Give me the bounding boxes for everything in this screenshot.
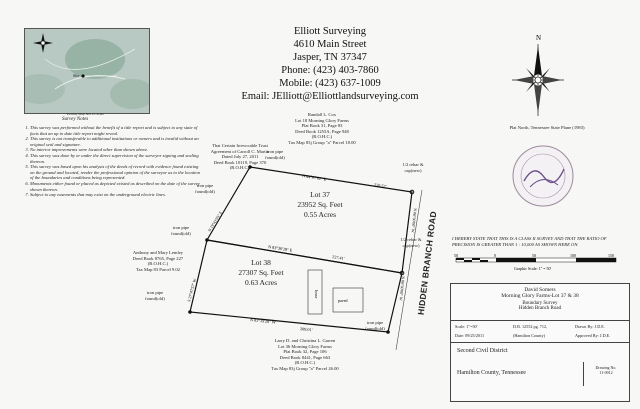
adjoiner-line: Deed Book 10119, Page 370 bbox=[213, 159, 267, 165]
approved-by: Approved By: J.D.E. bbox=[575, 333, 611, 338]
vicinity-map-overlay bbox=[25, 29, 149, 113]
adjoiner-line: Lot 18 Morning Glory Farms bbox=[295, 117, 349, 123]
adjoiner-line: Lot 36 Morning Glory Farms bbox=[278, 343, 332, 349]
map-compass-icon bbox=[33, 33, 53, 53]
adjoiner-line: (R.O.H.C.) bbox=[147, 261, 169, 266]
county-name: Hamilton County, Tennessee bbox=[457, 370, 526, 376]
adjoiner-line: Tax Map 83j Group "a" Parcel 18.00 bbox=[288, 139, 356, 145]
adjoiner-line: Plat Book 32, Page 106 bbox=[283, 349, 327, 354]
company-header bbox=[210, 25, 450, 103]
surveyor-seal-icon bbox=[510, 143, 576, 209]
monument-label: iron pipe found(old) bbox=[195, 183, 215, 194]
monument-label: iron pipe found(old) bbox=[365, 320, 385, 331]
north-note: Plat North, Tennessee State Plane (1983) bbox=[509, 125, 585, 130]
north-line-distance: 226.57' bbox=[373, 182, 387, 189]
surveyor-certification: I HEREBY STATE THAT THIS IS A CLASS II SURVEY AND THAT THE RATIO OF PRECISION IS GREATER THAN 1 : 10,000 AS SHOWN HERE ON. bbox=[452, 236, 607, 247]
mid-line-distance: 227.41' bbox=[331, 254, 345, 261]
scale-value: Scale: 1"=50' bbox=[455, 324, 478, 329]
lot-37-name: Lot 37 bbox=[310, 190, 330, 199]
survey-type: Boundary Survey bbox=[522, 301, 558, 306]
north-arrow-icon bbox=[508, 30, 588, 120]
deed-reference: D.B. 12552 pg. 712, bbox=[513, 324, 548, 329]
adjoiner-line: Larry D. and Christina L. Garren bbox=[274, 338, 336, 343]
company-name: Elliott Surveying bbox=[293, 26, 367, 37]
adjoiner-line: Deed Book 8765, Page 227 bbox=[132, 255, 184, 261]
monument-label: iron pipe found(old) bbox=[171, 225, 191, 236]
note-item: 2. This survey is not transferable to additional institutions or owners and is invalid without an original seal and signature. bbox=[30, 136, 200, 147]
site-marker bbox=[81, 74, 84, 77]
south-line-bearing: N 83°39'28" W bbox=[249, 317, 276, 325]
adjoiner-line: Deed Book 8441, Page 663 bbox=[279, 354, 331, 360]
title-divider bbox=[451, 342, 629, 343]
survey-date: Date: 09/25/2011 bbox=[455, 333, 485, 338]
lot-38-label bbox=[226, 258, 296, 288]
road-name: HIDDEN BRANCH ROAD bbox=[415, 210, 439, 316]
west-upper-bearing: N 19°41'05" E bbox=[206, 210, 224, 233]
graphic-scale bbox=[452, 253, 622, 275]
adjoiner-garren bbox=[250, 338, 360, 371]
adjoiner-line: (R.O.H.C.) bbox=[229, 165, 251, 170]
drawing-number-value: 11-0012 bbox=[599, 370, 613, 375]
note-item: 5. This survey was based upon his analysis of the deeds of record with evidence found existing on the ground and located, render the professional opinion of the surveyor as to the location of the boundaries and conditions being represented. bbox=[30, 164, 200, 181]
drawing-number-box bbox=[583, 362, 628, 386]
north-line-bearing: N 84°07'02" E bbox=[301, 173, 327, 182]
adjoiner-line: Deed Book 1255A, Page 948 bbox=[295, 128, 349, 134]
drawn-by: Drawn By: J.D.E. bbox=[575, 324, 605, 329]
adjoiner-line: Tax Map 83 Parcel 9.02 bbox=[136, 266, 180, 272]
title-divider bbox=[451, 320, 629, 321]
note-item: 7. Subject to any easements that may exist on the underground electric lines. bbox=[30, 192, 200, 198]
scale-tick: 50 bbox=[454, 253, 458, 258]
title-block bbox=[450, 283, 630, 402]
company-mobile: Mobile: (423) 637-1009 bbox=[279, 78, 381, 89]
monument-label: 1/2 rebar & cap(new) bbox=[400, 237, 422, 248]
note-item: 1. This survey was performed without the benefit of a title report and is subject to any state of facts that an up to date title report might reveal. bbox=[30, 125, 200, 136]
civil-district: Second Civil District bbox=[457, 348, 508, 354]
iron-pipe-marker bbox=[205, 238, 209, 242]
adjoiner-line: (R.O.H.C.) bbox=[294, 360, 316, 365]
adjoiner-line: That Certain Irrevocable Trust bbox=[212, 143, 268, 148]
monument-label: iron pipe found(old) bbox=[145, 290, 165, 301]
lot-37-label bbox=[285, 190, 355, 220]
monument-label: 1/2 rebar & cap(new) bbox=[402, 162, 424, 173]
company-phone: Phone: (423) 403-7860 bbox=[281, 65, 379, 76]
adjoiner-line: Anthony and Mary Lemley bbox=[132, 250, 184, 255]
note-item: 6. Monuments either found or placed as depicted existed as described on the date of the survey shown thereon. bbox=[30, 181, 200, 192]
iron-pipe-marker bbox=[188, 310, 192, 314]
lot-37-sqft: 23952 Sq. Feet bbox=[297, 200, 343, 209]
road-upper-bearing: N 06°30'00" W bbox=[410, 207, 418, 233]
adjoiner-line: Tax Map 83j Group "a" Parcel 26.00 bbox=[271, 365, 339, 371]
scale-tick: 150 bbox=[608, 253, 614, 258]
scale-label: Graphic Scale: 1" = 50' bbox=[514, 266, 552, 271]
lot-38-acres: 0.63 Acres bbox=[244, 278, 278, 287]
company-email: Email: JElliott@Elliottlandsurveying.com bbox=[241, 91, 419, 102]
adjoiner-line: Agreement of Carroll C. Martin bbox=[210, 148, 270, 154]
adjoiner-cox bbox=[262, 112, 382, 145]
note-item: 3. No interior improvements were located other than shown above. bbox=[30, 147, 200, 153]
adjoiner-line: Randall L. Cox bbox=[307, 112, 337, 117]
company-address: 4610 Main Street bbox=[293, 39, 367, 50]
road-lower-bearing: N 06°30'00" W bbox=[398, 275, 406, 301]
north-letter: N bbox=[536, 34, 542, 42]
scale-tick: 50 bbox=[532, 253, 536, 258]
house-label: house bbox=[314, 290, 318, 299]
adjoiner-line: (R.O.H.C.) bbox=[311, 134, 333, 139]
vicinity-map bbox=[24, 28, 150, 114]
south-line-distance: 289.01' bbox=[299, 326, 313, 333]
project-name: Morning Glory Farms-Lot 37 & 38 bbox=[501, 293, 579, 299]
paved-label: paved bbox=[338, 298, 348, 303]
notes-title: Survey Notes bbox=[62, 117, 89, 122]
scale-tick: 0 bbox=[494, 253, 496, 258]
deed-county: (Hamilton County) bbox=[513, 333, 545, 338]
survey-location: Hidden Branch Road bbox=[518, 306, 562, 311]
note-item: 4. This survey was done by or under the direct supervision of the surveyor signing and sealing thereon. bbox=[30, 153, 200, 164]
company-city: Jasper, TN 37347 bbox=[293, 52, 367, 63]
client-name: David Somers bbox=[524, 287, 556, 293]
scale-tick: 100 bbox=[570, 253, 576, 258]
west-lower-bearing: S 27°47'57" W bbox=[186, 277, 198, 303]
drawing-number-label: Drawing No. bbox=[595, 365, 617, 370]
lot-38-sqft: 27307 Sq. Feet bbox=[238, 268, 284, 277]
adjoiner-line: Dated July 27, 2011 bbox=[221, 154, 259, 159]
lot-38-boundary bbox=[190, 240, 402, 332]
mid-line-bearing: N 83°30'29" E bbox=[267, 244, 293, 253]
lot-38-name: Lot 38 bbox=[251, 258, 271, 267]
monument-label: iron pipe found(old) bbox=[265, 149, 285, 160]
adjoiner-lemley bbox=[112, 250, 204, 272]
lot-37-acres: 0.55 Acres bbox=[303, 210, 337, 219]
adjoiner-line: Plat Book 31, Page 83 bbox=[301, 123, 343, 128]
vicinity-caption: Vicinity Map Not To Scale bbox=[66, 112, 104, 116]
site-label: Site bbox=[73, 73, 80, 78]
